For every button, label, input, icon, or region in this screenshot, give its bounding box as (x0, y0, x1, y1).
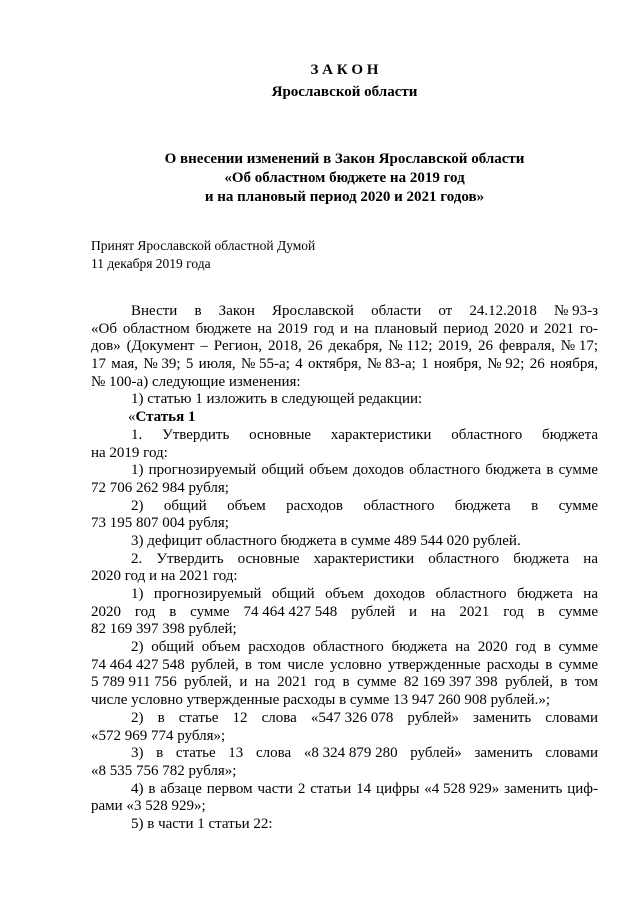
text-line: 2. Утвердить основные характеристики областного бюджета на (131, 550, 598, 567)
number-group: 74 464 427 548 (243, 603, 338, 620)
adoption-note (91, 237, 598, 273)
number-group: 82 169 397 398 (403, 674, 498, 691)
adopting-body: Принят Ярославской областной Думой (91, 238, 316, 253)
clause-2-item-2-expenses (91, 639, 598, 710)
amendment-intro-paragraph (91, 303, 598, 391)
text-line: «Об областном бюджете на 2019 год и на плановый период 2020 и 2021 го- (91, 320, 598, 337)
text-line: 1) прогнозируемый общий объем доходов областного бюджета на (131, 586, 598, 602)
item-1-statement (91, 391, 598, 409)
article-heading: Статья 1 (135, 409, 196, 426)
number-group: 489 544 020 (394, 532, 470, 549)
text-line: 2) общий объем расходов областного бюджета в сумме (131, 497, 598, 514)
text-line: 4) в абзаце первом части 2 статьи 14 цифры «4 528 929» заменить циф- (131, 780, 599, 797)
text-line: 1) прогнозируемый общий объем доходов областного бюджета в сумме (131, 462, 598, 479)
text-line: 1) статью 1 изложить в следующей редакции: (131, 391, 423, 408)
text-line: 3) в статье 13 слова «8 324 879 280 рублей» заменить словами (131, 745, 599, 762)
text-line: 2) в статье 12 слова «547 326 078 рублей» заменить словами (131, 709, 599, 726)
title-line: и на плановый период 2020 и 2021 годов» (204, 189, 485, 205)
text-line: рами «3 528 929»; (91, 798, 206, 815)
text-line (91, 409, 598, 427)
text-line: на 2019 год: (91, 444, 168, 461)
number-group: 13 947 260 908 (393, 692, 487, 709)
text-line: 1. Утвердить основные характеристики областного бюджета (131, 426, 598, 443)
text-line: числе условно утвержденные расходы в сумме 13 947 260 908 рублей.»; (91, 692, 551, 709)
number-group: № 100-а) (91, 373, 149, 390)
clause-2-heading (91, 551, 598, 586)
text-line: № 100-а) следующие изменения: (91, 373, 301, 390)
text-line: 2020 год и на 2021 год: (91, 568, 238, 585)
law-heading (91, 59, 598, 103)
document-body (91, 303, 598, 834)
text-line: 73 195 807 004 рубля; (91, 515, 229, 532)
number-group: 74 464 427 548 (91, 656, 185, 673)
text-line: 2) общий объем расходов областного бюджета на 2020 год в сумме (131, 639, 598, 656)
article-1-heading (91, 409, 598, 427)
item-3-article-13 (91, 745, 598, 780)
clause-1-item-2-expenses (91, 498, 598, 533)
text-line: 2020 год в сумме 74 464 427 548 рублей и на 2021 год в сумме (91, 603, 598, 620)
number-group: № 55-а; (241, 356, 290, 373)
text-line: 72 706 262 984 рубля; (91, 479, 229, 496)
clause-2-item-1-revenues (91, 586, 598, 639)
text-line: дов» (Документ – Регион, 2018, 26 декабря, № 112; 2019, 26 февраля, № 17; (91, 338, 598, 355)
text-line: 82 169 397 398 рублей; (91, 621, 237, 638)
text-line: 5) в части 1 статьи 22: (131, 815, 273, 832)
item-4-article-14 (91, 781, 598, 816)
number-group: 4 528 929 (431, 780, 492, 797)
clause-1-item-1-revenues (91, 462, 598, 497)
text-line: «8 535 756 782 рубля»; (91, 762, 237, 779)
number-group: 72 706 262 984 (91, 479, 185, 496)
number-group: 547 326 078 (318, 709, 394, 726)
number-group: 82 169 397 398 (91, 621, 185, 638)
text-line: 3) дефицит областного бюджета в сумме 489 544 020 рублей. (131, 532, 521, 549)
text-line: «572 969 774 рубля»; (91, 727, 226, 744)
number-group: № 112; (388, 338, 433, 355)
item-5-article-22 (91, 816, 598, 834)
title-line: «Об областном бюджете на 2019 год (224, 170, 465, 186)
number-group: № 39; (143, 356, 181, 373)
article-open-quote: « (128, 409, 136, 426)
law-title (91, 150, 598, 207)
number-group: 8 535 756 782 (98, 762, 185, 779)
title-line: О внесении изменений в Закон Ярославской области (164, 151, 525, 167)
number-group: 8 324 879 280 (311, 745, 398, 762)
item-2-article-12 (91, 710, 598, 745)
region-name: Ярославской области (271, 84, 418, 100)
number-group: 572 969 774 (98, 727, 174, 744)
text-line: Внести в Закон Ярославской области от 24.12.2018 № 93-з (131, 303, 598, 319)
clause-1-heading (91, 427, 598, 462)
text-line: 17 мая, № 39; 5 июля, № 55-а; 4 октября, № 83-а; 1 ноября, № 92; 26 ноября, (91, 356, 598, 373)
text-line: 74 464 427 548 рублей, в том числе условно утвержденные расходы в сумме (91, 656, 598, 673)
text-line: 5 789 911 756 рублей, и на 2021 год в сумме 82 169 397 398 рублей, в том (91, 674, 598, 691)
number-group: 5 789 911 756 (91, 674, 177, 691)
adoption-date: 11 декабря 2019 года (91, 256, 211, 271)
clause-1-item-3-deficit (91, 533, 598, 551)
number-group: № 92; (487, 356, 525, 373)
document-type: З А К О Н (310, 62, 379, 78)
number-group: № 93-з (554, 303, 598, 319)
number-group: 3 528 929 (133, 798, 194, 815)
number-group: № 83-а; (366, 356, 416, 373)
number-group: 73 195 807 004 (91, 515, 185, 532)
number-group: № 17; (560, 338, 598, 355)
